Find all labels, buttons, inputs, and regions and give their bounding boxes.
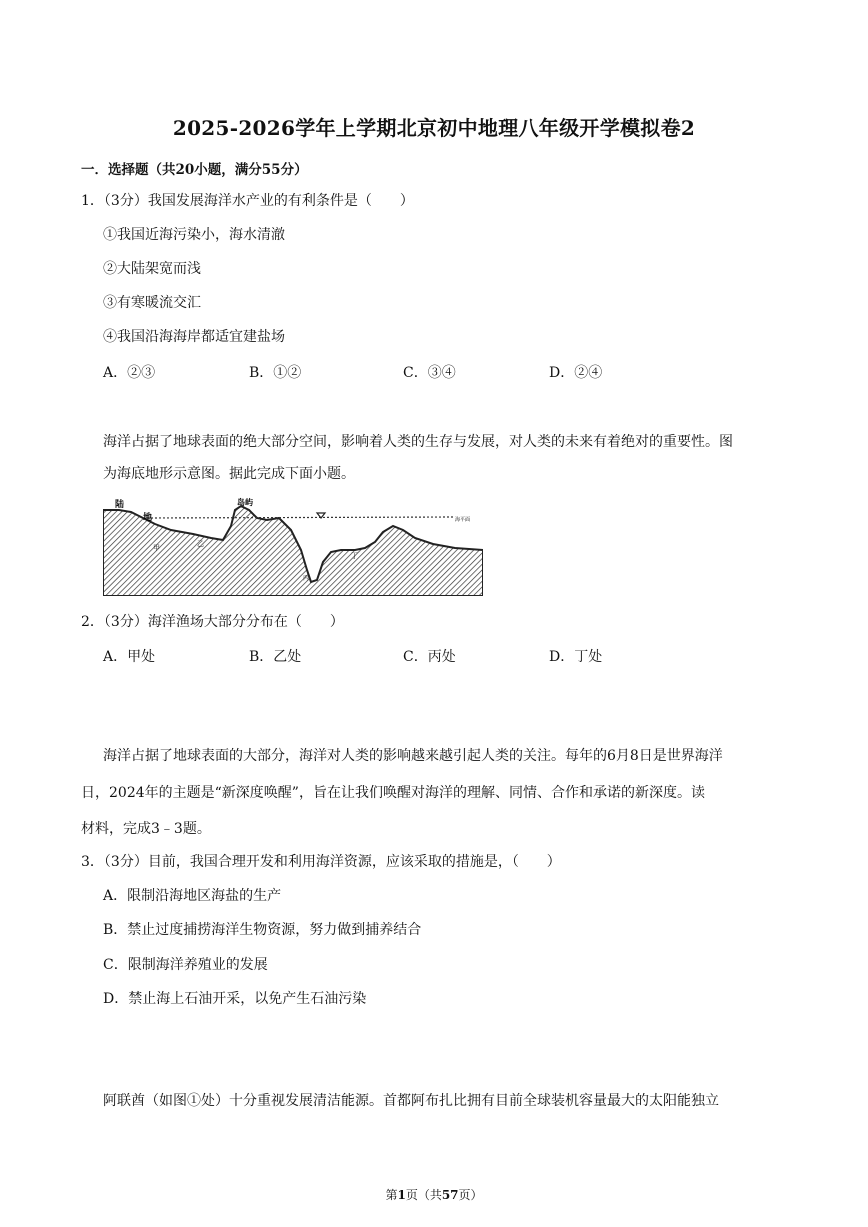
question-1-item-2: ②大陆架宽而浅 — [103, 261, 201, 277]
footer-page-number: 1 — [397, 1188, 406, 1202]
sea-level-line — [147, 517, 453, 518]
intro-2-line-1: 海洋占据了地球表面的绝大部分空间，影响着人类的生存与发展，对人类的未来有着绝对的重要性。图 — [103, 434, 733, 450]
label-bing: 丙 — [303, 575, 310, 582]
label-land: 陆 — [115, 500, 125, 510]
section-heading: 一．选择题（共20小题，满分55分） — [81, 162, 308, 178]
question-3-stem: 3．（3分）目前，我国合理开发和利用海洋资源，应该采取的措施是，（ ） — [81, 854, 561, 870]
footer-suffix: 页） — [458, 1188, 483, 1202]
question-1-option-b: B．①② — [249, 365, 302, 381]
question-2-stem: 2．（3分）海洋渔场大部分分布在（ ） — [81, 614, 344, 630]
question-2-option-b: B．乙处 — [249, 649, 302, 665]
intro-3-line-1: 海洋占据了地球表面的大部分，海洋对人类的影响越来越引起人类的关注。每年的6月8日是世界海洋 — [103, 748, 723, 764]
intro-3-line-2: 日，2024年的主题是“新深度唤醒”，旨在让我们唤醒对海洋的理解、同情、合作和承诺的新深度。读 — [81, 785, 705, 801]
question-1-option-d: D．②④ — [549, 365, 603, 381]
question-1-item-4: ④我国沿海海岸都适宜建盐场 — [103, 329, 285, 345]
label-sea-level: 海平面 — [455, 517, 471, 523]
question-1-option-c: C．③④ — [403, 365, 456, 381]
footer-prefix: 第 — [385, 1188, 398, 1202]
label-island: 岛屿 — [237, 497, 253, 507]
question-2-option-a: A．甲处 — [103, 649, 156, 665]
intro-4-line-1: 阿联酋（如图①处）十分重视发展清洁能源。首都阿布扎比拥有目前全球装机容量最大的太阳能独立 — [103, 1093, 719, 1109]
label-yi: 乙 — [197, 540, 204, 548]
question-3-option-a: A．限制沿海地区海盐的生产 — [103, 888, 282, 904]
footer-total-pages: 57 — [441, 1188, 459, 1202]
label-land-2: 地 — [143, 513, 153, 523]
question-1-item-3: ③有寒暖流交汇 — [103, 295, 201, 311]
intro-3-line-3: 材料，完成3﹣3题。 — [81, 821, 211, 837]
question-1-item-1: ①我国近海污染小，海水清澈 — [103, 227, 285, 243]
question-3-option-b: B．禁止过度捕捞海洋生物资源，努力做到捕养结合 — [103, 922, 422, 938]
seafloor-diagram — [103, 496, 483, 596]
question-1-stem: 1．（3分）我国发展海洋水产业的有利条件是（ ） — [81, 193, 414, 209]
seafloor-terrain — [103, 506, 483, 596]
page-footer — [0, 1186, 868, 1203]
question-1-option-a: A．②③ — [103, 365, 156, 381]
label-jia: 甲 — [153, 544, 160, 552]
question-2-option-d: D．丁处 — [549, 649, 603, 665]
footer-mid: 页（共 — [405, 1188, 442, 1202]
intro-2-line-2: 为海底地形示意图。据此完成下面小题。 — [103, 466, 355, 482]
question-3-option-d: D．禁止海上石油开采，以免产生石油污染 — [103, 991, 367, 1007]
label-ding: 丁 — [351, 552, 358, 560]
page-title: 2025-2026学年上学期北京初中地理八年级开学模拟卷2 — [172, 116, 696, 140]
question-3-option-c: C．限制海洋养殖业的发展 — [103, 957, 268, 973]
question-2-option-c: C．丙处 — [403, 649, 456, 665]
